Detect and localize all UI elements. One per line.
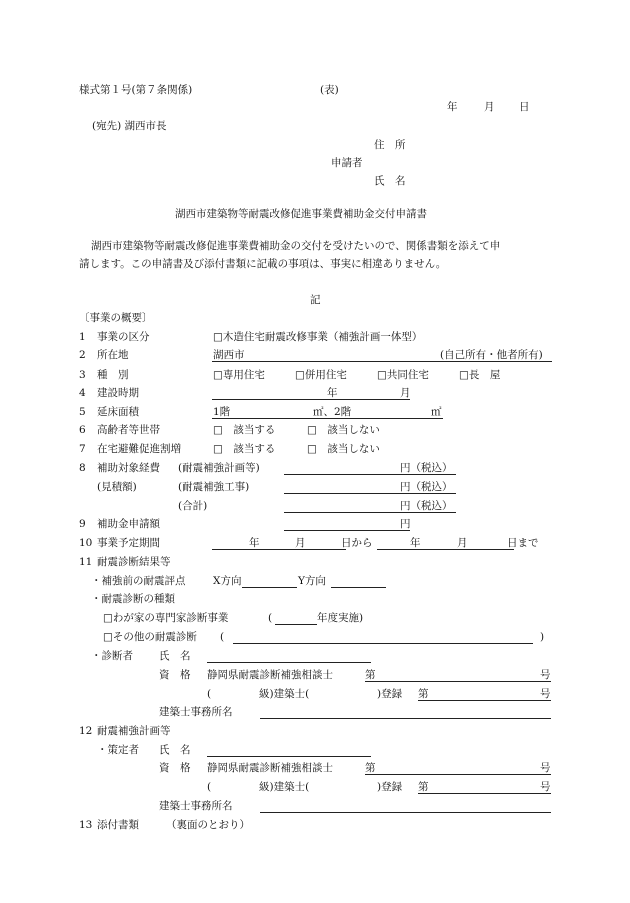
item-13-value: （裏面のとおり）: [166, 819, 250, 831]
item-12-no: 12: [79, 725, 93, 737]
start-month-unit: 月: [295, 537, 306, 549]
item-10-no: 10: [79, 537, 93, 549]
start-day-unit: 日から: [341, 537, 373, 549]
name-label: 氏 名: [374, 175, 406, 187]
item-5-label: 延床面積: [97, 406, 139, 418]
cost-row-work-label: (耐震補強工事): [178, 481, 250, 493]
item-9-label: 補助金申請額: [97, 518, 160, 530]
diagnoser-qual-label: 資 格: [159, 669, 191, 681]
diagnoser-reg-number-field[interactable]: [418, 688, 551, 701]
item-5-no: 5: [79, 406, 86, 418]
other-paren-open: (: [220, 631, 225, 643]
date-day-label: 日: [519, 101, 530, 113]
planner-qual-text: 静岡県耐震診断補強相談士: [207, 762, 333, 774]
intro-line-1: 湖西市建築物等耐震改修促進事業費補助金の交付を受けたいので、関係書類を添えて申: [91, 240, 501, 252]
item-8-no: 8: [79, 462, 86, 474]
other-diagnosis-field[interactable]: [233, 631, 533, 644]
diagnosis-year-unit: 年度実施): [317, 612, 364, 624]
start-year-unit: 年: [249, 537, 260, 549]
planner-reg-go: 号: [540, 781, 551, 793]
form-number: 様式第１号(第７条関係): [79, 84, 193, 96]
diagnoser-name-label: 氏 名: [159, 650, 191, 662]
construction-year-unit: 年: [327, 387, 338, 399]
item-8-sublabel: (見積額): [97, 481, 137, 493]
item-11-label: 耐震診断結果等: [97, 556, 171, 568]
subsidy-amount-field[interactable]: [284, 518, 410, 531]
item-2-label: 所在地: [97, 349, 129, 361]
cost-total-unit: 円（税込）: [400, 500, 453, 512]
elderly-no-checkbox[interactable]: □ 該当しない: [307, 424, 380, 436]
subsidy-amount-unit: 円: [400, 518, 411, 530]
diagnoser-reg-go: 号: [540, 688, 551, 700]
floor-area-unit-2: ㎡: [431, 406, 442, 418]
construction-month-unit: 月: [400, 387, 411, 399]
end-month-unit: 月: [457, 537, 468, 549]
diagnosis-type-other[interactable]: □その他の耐震診断: [103, 631, 197, 643]
item-8-label: 補助対象経費: [97, 462, 160, 474]
diagnoser-label: ・診断者: [91, 650, 133, 662]
item-6-label: 高齢者等世帯: [97, 424, 160, 436]
cost-row-total-label: (合計): [178, 500, 208, 512]
floor-area-unit-1: ㎡、2階: [313, 406, 352, 418]
item-6-no: 6: [79, 424, 86, 436]
seismic-score-label: ・補強前の耐震評点: [91, 575, 186, 587]
floor-1-label: 1階: [213, 406, 231, 418]
diagnoser-kyu-open: (: [207, 688, 212, 700]
item-4-label: 建設時期: [97, 387, 139, 399]
construction-date-field[interactable]: [212, 387, 410, 400]
planner-qual-number-field[interactable]: [365, 762, 551, 775]
type-option-dedicated[interactable]: □専用住宅: [213, 369, 265, 381]
planner-office-label: 建築士事務所名: [159, 800, 233, 812]
cost-work-unit: 円（税込）: [400, 481, 453, 493]
diagnoser-reg-dai: 第: [418, 688, 429, 700]
y-direction-field[interactable]: [331, 575, 386, 588]
diagnoser-office-field[interactable]: [260, 706, 551, 719]
evacuation-yes-checkbox[interactable]: □ 該当する: [213, 443, 276, 455]
item-12-label: 耐震補強計画等: [97, 725, 171, 737]
item-7-no: 7: [79, 443, 86, 455]
item-1-label: 事業の区分: [97, 331, 150, 343]
planner-kyu-label: 級)建築士(: [259, 781, 310, 793]
ki-heading: 記: [310, 294, 321, 306]
diagnoser-name-field[interactable]: [207, 650, 371, 663]
item-10-label: 事業予定期間: [97, 537, 160, 549]
item-11-no: 11: [79, 556, 93, 568]
intro-line-2: 請します。この申請書及び添付書類に記載の事項は、事実に相違ありません。: [79, 258, 447, 270]
x-direction-field[interactable]: [242, 575, 297, 588]
planner-name-label: 氏 名: [159, 744, 191, 756]
planner-qual-go: 号: [540, 762, 551, 774]
diagnosis-year-paren-open: (: [268, 612, 273, 624]
item-13-label: 添付書類: [97, 819, 139, 831]
planner-qual-label: 資 格: [159, 762, 191, 774]
type-option-shared[interactable]: □共同住宅: [377, 369, 429, 381]
item-3-no: 3: [79, 369, 86, 381]
diagnoser-office-label: 建築士事務所名: [159, 706, 233, 718]
other-paren-close: ): [540, 631, 545, 643]
diagnoser-qual-number-field[interactable]: [365, 669, 551, 682]
item-1-no: 1: [79, 331, 86, 343]
ownership-options: (自己所有・他者所有): [440, 349, 543, 361]
item-13-no: 13: [79, 819, 93, 831]
planner-qual-dai: 第: [365, 762, 376, 774]
item-3-label: 種 別: [97, 369, 129, 381]
item-9-no: 9: [79, 518, 86, 530]
cost-plan-unit: 円（税込）: [400, 462, 453, 474]
diagnoser-kyu-label: 級)建築士(: [259, 688, 310, 700]
diagnosis-type-expert[interactable]: □わが家の専門家診断事業: [103, 612, 229, 624]
diagnoser-qual-text: 静岡県耐震診断補強相談士: [207, 669, 333, 681]
document-title: 湖西市建築物等耐震改修促進事業費補助金交付申請書: [175, 208, 427, 220]
planner-reg-label: )登録: [377, 781, 403, 793]
end-year-unit: 年: [410, 537, 421, 549]
type-option-combined[interactable]: □併用住宅: [295, 369, 347, 381]
start-day-field[interactable]: [306, 537, 346, 550]
address-label: 住 所: [374, 139, 406, 151]
planner-label: ・策定者: [97, 744, 139, 756]
elderly-yes-checkbox[interactable]: □ 該当する: [213, 424, 276, 436]
diagnosis-type-label: ・耐震診断の種類: [91, 593, 175, 605]
location-city: 湖西市: [213, 349, 245, 361]
planner-reg-dai: 第: [418, 781, 429, 793]
item-7-label: 在宅避難促進割増: [97, 443, 181, 455]
y-direction-label: Y方向: [298, 575, 326, 587]
diagnoser-qual-go: 号: [540, 669, 551, 681]
diagnoser-reg-label: )登録: [377, 688, 403, 700]
evacuation-no-checkbox[interactable]: □ 該当しない: [307, 443, 380, 455]
cost-row-plan-label: (耐震補強計画等): [178, 462, 260, 474]
planner-reg-number-field[interactable]: [418, 781, 551, 794]
end-day-unit: 日まで: [507, 537, 539, 549]
overview-label: 〔事業の概要〕: [79, 312, 153, 324]
item-1-value: □木造住宅耐震改修事業（補強計画一体型）: [213, 331, 423, 343]
item-2-no: 2: [79, 349, 86, 361]
type-option-row-house[interactable]: □長 屋: [459, 369, 501, 381]
diagnoser-qual-dai: 第: [365, 669, 376, 681]
planner-name-field[interactable]: [207, 744, 371, 757]
applicant-label: 申請者: [331, 157, 363, 169]
addressee: (宛先) 湖西市長: [92, 120, 167, 132]
date-year-label: 年: [447, 101, 458, 113]
diagnosis-year-field[interactable]: [275, 612, 317, 625]
planner-office-field[interactable]: [260, 800, 551, 813]
planner-kyu-open: (: [207, 781, 212, 793]
date-month-label: 月: [484, 101, 495, 113]
x-direction-label: X方向: [213, 575, 242, 587]
form-side-label: (表): [320, 84, 339, 96]
item-4-no: 4: [79, 387, 86, 399]
